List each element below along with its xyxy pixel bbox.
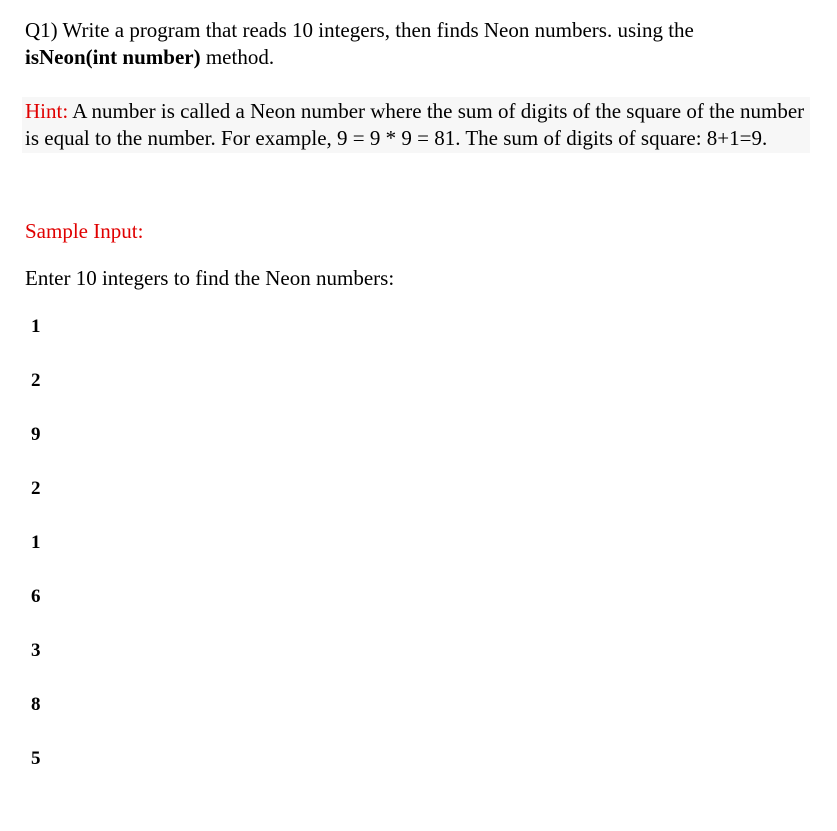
sample-input-value: 1 [31,316,41,337]
question-suffix: method. [200,45,275,69]
sample-input-value: 5 [31,748,41,769]
sample-input-value: 1 [31,532,41,553]
method-name: isNeon(int number) [25,45,201,69]
question-prefix: Q1) Write a program that reads 10 integers, then finds Neon numbers. using the [25,18,694,42]
sample-input-value: 8 [31,694,41,715]
hint-box [22,97,810,153]
sample-input-value: 2 [31,478,41,499]
sample-input-value: 3 [31,640,41,661]
sample-input-label: Sample Input: [25,219,144,243]
question-text [25,17,815,71]
sample-prompt: Enter 10 integers to find the Neon numbers: [25,266,395,290]
hint-text: A number is called a Neon number where the sum of digits of the square of the number is equal to the number. For example, 9 = 9 * 9 = 81. The sum of digits of square: 8+1=9. [25,99,805,150]
sample-input-value: 9 [31,424,41,445]
sample-input-value: 6 [31,586,41,607]
sample-input-value: 2 [31,370,41,391]
sample-input-list [31,313,41,799]
hint-label: Hint: [25,99,69,123]
